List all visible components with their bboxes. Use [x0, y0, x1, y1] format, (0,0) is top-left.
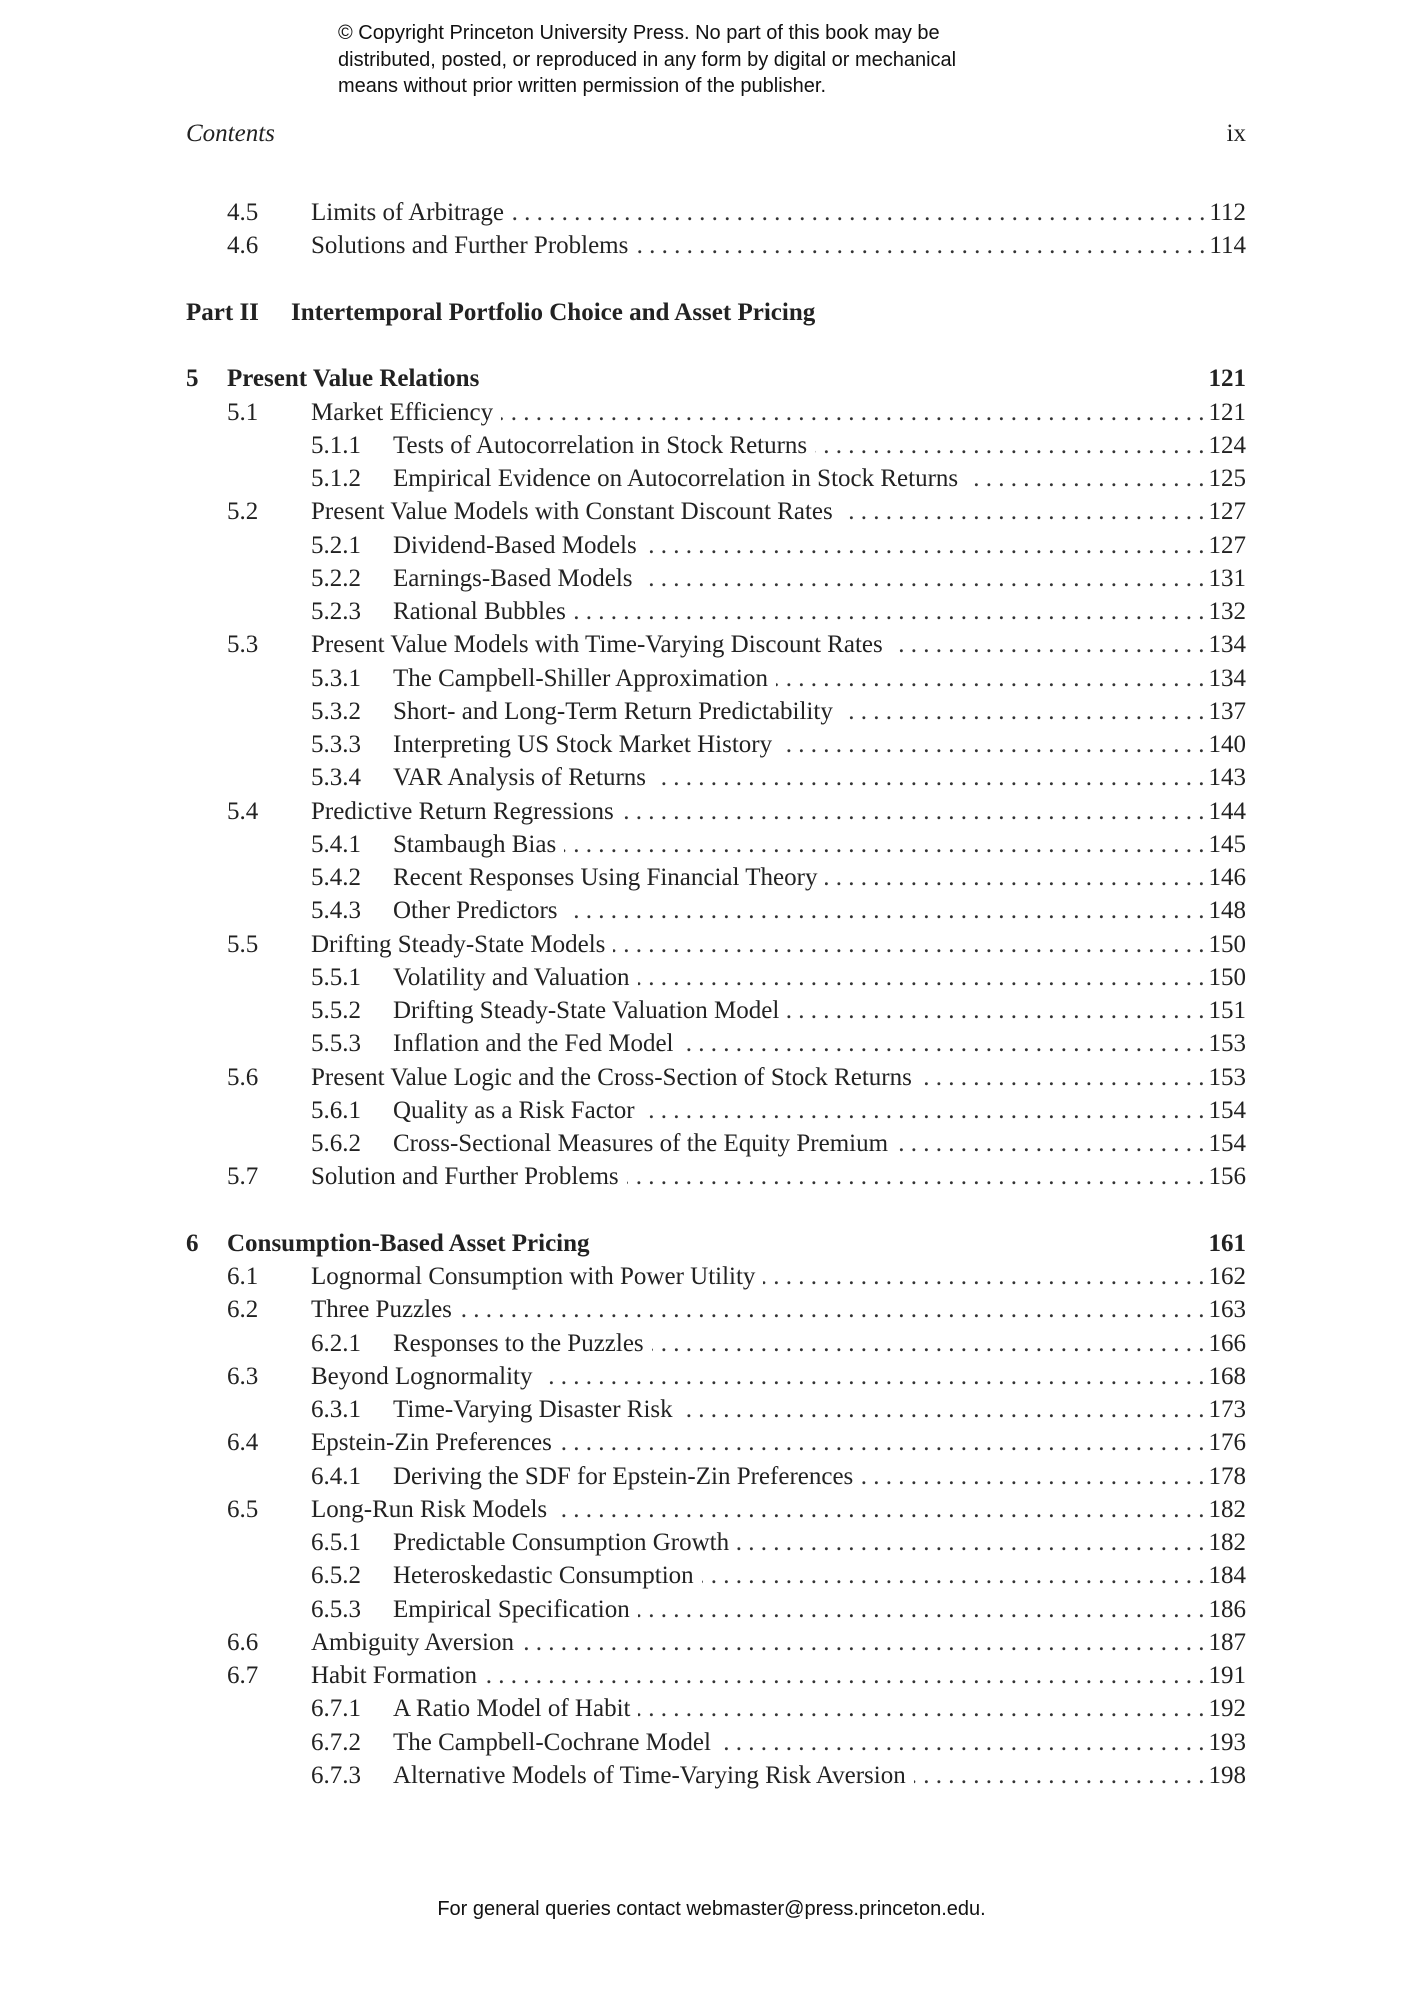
toc-number: 5.6.2: [311, 1130, 361, 1157]
toc-subsection[interactable]: [186, 662, 1246, 695]
toc-number: 5.4.3: [311, 897, 361, 925]
toc-title: Deriving the SDF for Epstein-Zin Preferences: [393, 1462, 854, 1490]
toc-subsection[interactable]: [186, 1526, 1246, 1559]
dot-leader: [920, 1061, 1205, 1094]
toc-title: Dividend-Based Models: [393, 531, 637, 559]
toc-title: Alternative Models of Time-Varying Risk Aversion: [393, 1761, 906, 1789]
toc-number: 5.4.2: [311, 864, 361, 891]
toc-section[interactable]: [186, 196, 1246, 229]
toc-title: Three Puzzles: [311, 1296, 452, 1324]
dot-leader: [682, 1027, 1205, 1060]
toc-number: 5.4: [227, 797, 259, 825]
toc-title: Market Efficiency: [311, 398, 494, 426]
toc-subsection[interactable]: [186, 1759, 1246, 1792]
toc-page-number: 161: [1208, 1229, 1246, 1257]
toc-page-number: 184: [1208, 1562, 1246, 1590]
toc-subsection[interactable]: [186, 1460, 1246, 1493]
toc-number: 5.1.2: [311, 465, 361, 492]
toc-title: Present Value Models with Time-Varying Discount Rates: [311, 631, 883, 659]
toc-chapter[interactable]: [186, 1227, 1246, 1260]
toc-title: Long-Run Risk Models: [311, 1495, 548, 1523]
toc-number: 6.1: [227, 1263, 259, 1290]
toc-page-number: 148: [1208, 897, 1246, 925]
toc-page-number: 182: [1208, 1495, 1246, 1523]
toc-number: 6.2: [227, 1296, 259, 1324]
toc-subsection[interactable]: [186, 695, 1246, 728]
toc-page-number: 140: [1208, 731, 1246, 758]
dot-leader: [501, 396, 1204, 429]
dot-leader: [636, 229, 1205, 262]
toc-page-number: 144: [1208, 797, 1246, 825]
toc-subsection[interactable]: [186, 761, 1246, 794]
toc-page-number: 166: [1208, 1329, 1246, 1357]
toc-section[interactable]: [186, 795, 1246, 828]
dot-leader: [566, 894, 1205, 927]
dot-leader: [966, 462, 1204, 495]
dot-leader: [512, 196, 1205, 229]
toc-page-number: 146: [1208, 864, 1246, 891]
toc-page-number: 163: [1208, 1296, 1246, 1324]
toc-number: 4.6: [227, 232, 259, 260]
toc-title: Consumption-Based Asset Pricing: [227, 1229, 590, 1257]
dot-leader: [613, 928, 1204, 961]
toc-section[interactable]: [186, 628, 1246, 661]
toc-title: Present Value Relations: [227, 365, 480, 393]
toc-subsection[interactable]: [186, 1094, 1246, 1127]
toc-number: 6.7.1: [311, 1695, 361, 1723]
toc-title: Inflation and the Fed Model: [393, 1030, 674, 1058]
toc-page-number: 198: [1208, 1761, 1246, 1789]
toc-page-number: 178: [1208, 1462, 1246, 1490]
toc-section[interactable]: [186, 396, 1246, 429]
toc-number: 5.2.2: [311, 564, 361, 592]
copyright-notice: [338, 20, 956, 100]
dot-leader: [555, 1493, 1204, 1526]
toc-number: 6.4.1: [311, 1462, 361, 1490]
toc-title: Empirical Specification: [393, 1595, 630, 1623]
toc-page-number: 154: [1208, 1096, 1246, 1124]
toc-page-number: 145: [1208, 830, 1246, 858]
toc-subsection[interactable]: [186, 828, 1246, 861]
toc-title: Interpreting US Stock Market History: [393, 731, 773, 758]
toc-title: Beyond Lognormality: [311, 1362, 533, 1390]
toc-number: 5.2.1: [311, 531, 361, 559]
toc-page-number: 125: [1208, 465, 1246, 492]
toc-number: 6.7.3: [311, 1761, 361, 1789]
dot-leader: [841, 495, 1205, 528]
toc-number: 6.5.1: [311, 1529, 361, 1556]
toc-part[interactable]: [186, 296, 1246, 329]
toc-page-number: 131: [1208, 564, 1246, 592]
toc-number: 5.1: [227, 398, 259, 426]
toc-page-number: 112: [1209, 199, 1246, 226]
toc-number: Part II: [186, 298, 259, 326]
toc-subsection[interactable]: [186, 1593, 1246, 1626]
toc-page-number: 187: [1208, 1628, 1246, 1656]
dot-leader: [485, 1659, 1205, 1692]
toc-page-number: 193: [1208, 1728, 1246, 1756]
toc-subsection[interactable]: [186, 861, 1246, 894]
toc-section[interactable]: [186, 1061, 1246, 1094]
toc-title: Habit Formation: [311, 1662, 477, 1689]
dot-leader: [622, 795, 1205, 828]
toc-title: Epstein-Zin Preferences: [311, 1429, 552, 1457]
toc-title: Empirical Evidence on Autocorrelation in Stock Returns: [393, 465, 959, 492]
dot-leader: [460, 1293, 1205, 1326]
toc-number: 5.6.1: [311, 1096, 361, 1124]
toc-subsection[interactable]: [186, 728, 1246, 761]
toc-title: Solution and Further Problems: [311, 1163, 619, 1191]
toc-number: 6.7: [227, 1662, 259, 1689]
toc-page-number: 153: [1208, 1030, 1246, 1058]
toc-subsection[interactable]: [186, 894, 1246, 927]
toc-number: 5.5: [227, 930, 259, 958]
toc-number: 6.3: [227, 1362, 259, 1390]
toc-number: 6.7.2: [311, 1728, 361, 1756]
toc-title: Present Value Logic and the Cross-Section of Stock Returns: [311, 1063, 912, 1091]
toc-section[interactable]: [186, 928, 1246, 961]
toc-title: Lognormal Consumption with Power Utility: [311, 1263, 756, 1290]
toc-page-number: 168: [1208, 1362, 1246, 1390]
toc-page-number: 132: [1208, 598, 1246, 625]
toc-number: 5.3: [227, 631, 259, 659]
toc-page-number: 192: [1208, 1695, 1246, 1723]
toc-subsection[interactable]: [186, 1726, 1246, 1759]
toc-title: Responses to the Puzzles: [393, 1329, 644, 1357]
toc-subsection[interactable]: [186, 1127, 1246, 1160]
copyright-line: distributed, posted, or reproduced in any form by digital or mechanical: [338, 48, 957, 71]
dot-leader: [737, 1526, 1204, 1559]
dot-leader: [702, 1559, 1205, 1592]
toc-subsection[interactable]: [186, 1559, 1246, 1592]
toc-page-number: 153: [1208, 1063, 1246, 1091]
toc-section[interactable]: [186, 1626, 1246, 1659]
toc-subsection[interactable]: [186, 429, 1246, 462]
toc-page-number: 154: [1208, 1130, 1246, 1157]
toc-title: Recent Responses Using Financial Theory: [393, 864, 818, 891]
toc-number: 6.2.1: [311, 1329, 361, 1357]
toc-section[interactable]: [186, 1160, 1246, 1193]
toc-number: 5.3.2: [311, 697, 361, 725]
dot-leader: [638, 1593, 1205, 1626]
dot-leader: [825, 861, 1204, 894]
dot-leader: [627, 1160, 1205, 1193]
toc-number: 5.2.3: [311, 598, 361, 625]
toc-title: Predictive Return Regressions: [311, 797, 614, 825]
toc-page-number: 114: [1209, 232, 1246, 260]
toc-title: Heteroskedastic Consumption: [393, 1562, 694, 1590]
dot-leader: [564, 828, 1204, 861]
toc-page-number: 124: [1208, 431, 1246, 459]
copyright-line: means without prior written permission of the publisher.: [338, 75, 827, 97]
toc-title: Stambaugh Bias: [393, 830, 557, 858]
toc-number: 6.5: [227, 1495, 259, 1523]
copyright-line: © Copyright Princeton University Press. No part of this book may be: [338, 22, 940, 44]
toc-number: 5: [186, 365, 199, 393]
toc-number: 5.6: [227, 1063, 259, 1091]
dot-leader: [641, 562, 1205, 595]
dot-leader: [652, 1327, 1205, 1360]
toc-number: 5.5.1: [311, 963, 361, 991]
toc-page-number: 134: [1208, 664, 1246, 692]
toc-subsection[interactable]: [186, 462, 1246, 495]
toc-page-number: 150: [1208, 963, 1246, 991]
toc-number: 4.5: [227, 199, 259, 226]
table-of-contents: [186, 196, 1246, 1792]
dot-leader: [780, 728, 1204, 761]
toc-title: The Campbell-Shiller Approximation: [393, 664, 768, 692]
toc-title: Time-Varying Disaster Risk: [393, 1396, 673, 1423]
toc-title: Cross-Sectional Measures of the Equity Premium: [393, 1130, 889, 1157]
dot-leader: [841, 695, 1205, 728]
toc-page-number: 186: [1208, 1595, 1246, 1623]
toc-page-number: 150: [1208, 930, 1246, 958]
toc-page-number: 137: [1208, 697, 1246, 725]
toc-title: Short- and Long-Term Return Predictability: [393, 697, 833, 725]
toc-page-number: 191: [1208, 1662, 1246, 1689]
toc-title: Solutions and Further Problems: [311, 232, 629, 260]
dot-leader: [896, 1127, 1204, 1160]
toc-title: Other Predictors: [393, 897, 558, 925]
toc-title: Intertemporal Portfolio Choice and Asset Pricing: [291, 298, 816, 326]
dot-leader: [763, 1260, 1204, 1293]
toc-subsection[interactable]: [186, 1393, 1246, 1426]
toc-page-number: 121: [1208, 398, 1246, 426]
toc-title: The Campbell-Cochrane Model: [393, 1728, 711, 1756]
toc-title: Quality as a Risk Factor: [393, 1096, 635, 1124]
toc-page-number: 121: [1208, 365, 1246, 393]
toc-title: Predictable Consumption Growth: [393, 1529, 730, 1556]
running-header: [186, 120, 1246, 148]
dot-leader: [787, 994, 1204, 1027]
toc-number: 5.5.3: [311, 1030, 361, 1058]
toc-section[interactable]: [186, 1493, 1246, 1526]
footer-contact: For general queries contact webmaster@press.princeton.edu.: [437, 1898, 986, 1920]
toc-title: Volatility and Valuation: [393, 963, 630, 991]
toc-title: Ambiguity Aversion: [311, 1628, 515, 1656]
toc-page-number: 173: [1208, 1396, 1246, 1423]
toc-number: 5.2: [227, 498, 259, 526]
dot-leader: [815, 429, 1204, 462]
toc-subsection[interactable]: [186, 595, 1246, 628]
toc-title: Drifting Steady-State Models: [311, 930, 606, 958]
dot-leader: [522, 1626, 1204, 1659]
dot-leader: [681, 1393, 1205, 1426]
toc-page-number: 127: [1208, 498, 1246, 526]
toc-number: 5.3.3: [311, 731, 361, 758]
dot-leader: [560, 1426, 1205, 1459]
toc-page-number: 127: [1208, 531, 1246, 559]
page-number: ix: [1226, 120, 1246, 147]
dot-leader: [638, 961, 1205, 994]
toc-section[interactable]: [186, 1426, 1246, 1459]
toc-page-number: 176: [1208, 1429, 1246, 1457]
toc-page-number: 156: [1208, 1163, 1246, 1191]
toc-number: 6.5.2: [311, 1562, 361, 1590]
toc-subsection[interactable]: [186, 1027, 1246, 1060]
toc-title: VAR Analysis of Returns: [393, 764, 647, 792]
toc-title: Earnings-Based Models: [393, 564, 633, 592]
dot-leader: [645, 529, 1205, 562]
toc-subsection[interactable]: [186, 562, 1246, 595]
toc-section[interactable]: [186, 1360, 1246, 1393]
toc-title: Tests of Autocorrelation in Stock Returns: [393, 431, 808, 459]
toc-number: 5.3.4: [311, 764, 361, 792]
toc-page-number: 162: [1208, 1263, 1246, 1290]
running-header-title: Contents: [186, 120, 275, 147]
toc-title: A Ratio Model of Habit: [393, 1695, 631, 1723]
toc-number: 5.3.1: [311, 664, 361, 692]
toc-number: 6.6: [227, 1628, 259, 1656]
toc-section[interactable]: [186, 1260, 1246, 1293]
toc-section[interactable]: [186, 229, 1246, 262]
toc-subsection[interactable]: [186, 1327, 1246, 1360]
toc-number: 6.4: [227, 1429, 259, 1457]
toc-section[interactable]: [186, 1293, 1246, 1326]
toc-subsection[interactable]: [186, 961, 1246, 994]
toc-number: 6.5.3: [311, 1595, 361, 1623]
dot-leader: [891, 628, 1205, 661]
toc-number: 5.7: [227, 1163, 259, 1191]
dot-leader: [643, 1094, 1205, 1127]
toc-chapter[interactable]: [186, 362, 1246, 395]
toc-subsection[interactable]: [186, 1692, 1246, 1725]
toc-page-number: 134: [1208, 631, 1246, 659]
toc-page-number: 143: [1208, 764, 1246, 792]
dot-leader: [719, 1726, 1205, 1759]
toc-number: 6: [186, 1229, 199, 1257]
toc-subsection[interactable]: [186, 529, 1246, 562]
toc-title: Drifting Steady-State Valuation Model: [393, 997, 780, 1024]
toc-subsection[interactable]: [186, 994, 1246, 1027]
toc-title: Present Value Models with Constant Discount Rates: [311, 498, 833, 526]
dot-leader: [638, 1692, 1204, 1725]
toc-page-number: 182: [1208, 1529, 1246, 1556]
dot-leader: [574, 595, 1205, 628]
toc-title: Limits of Arbitrage: [311, 199, 505, 226]
dot-leader: [776, 662, 1205, 695]
dot-leader: [861, 1460, 1204, 1493]
toc-section[interactable]: [186, 495, 1246, 528]
toc-number: 5.5.2: [311, 997, 361, 1024]
toc-section[interactable]: [186, 1659, 1246, 1692]
dot-leader: [654, 761, 1204, 794]
toc-number: 5.1.1: [311, 431, 361, 459]
toc-page-number: 151: [1208, 997, 1246, 1024]
toc-title: Rational Bubbles: [393, 598, 566, 625]
dot-leader: [914, 1759, 1205, 1792]
toc-number: 5.4.1: [311, 830, 361, 858]
dot-leader: [541, 1360, 1205, 1393]
toc-number: 6.3.1: [311, 1396, 361, 1423]
